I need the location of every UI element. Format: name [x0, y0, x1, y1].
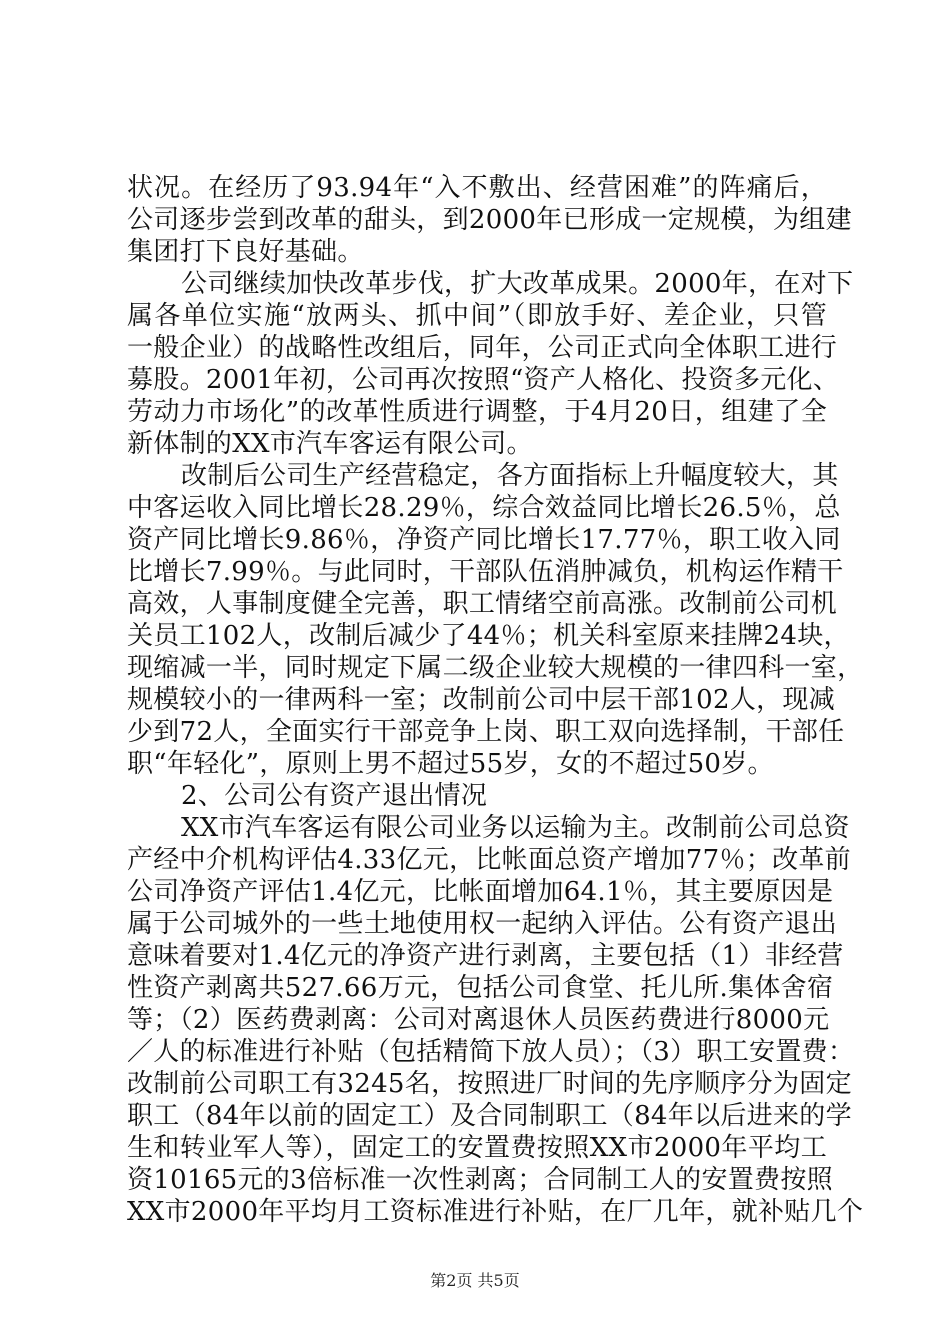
text-line: 职工（84年以前的固定工）及合同制职工（84年以后进来的学: [127, 1101, 852, 1131]
text-line: 意味着要对1.4亿元的净资产进行剥离，主要包括（1）非经营: [127, 941, 844, 971]
text-line: 状况。在经历了93.94年“入不敷出、经营困难”的阵痛后，: [127, 173, 827, 203]
text-line: 改制前公司职工有3245名，按照进厂时间的先序顺序分为固定: [127, 1069, 852, 1099]
text-line: 公司净资产评估1.4亿元，比帐面增加64.1％，其主要原因是: [127, 877, 834, 907]
text-line: 资10165元的3倍标准一次性剥离；合同制工人的安置费按照: [127, 1165, 833, 1195]
text-line: XX市2000年平均月工资标准进行补贴，在厂几年，就补贴几个: [127, 1197, 864, 1227]
text-line: 资产同比增长9.86％，净资产同比增长17.77％，职工收入同: [127, 525, 841, 555]
text-line: 等；（2）医药费剥离：公司对离退休人员医药费进行8000元: [127, 1005, 830, 1035]
text-line: 性资产剥离共527.66万元，包括公司食堂、托儿所.集体舍宿: [127, 973, 834, 1003]
text-line: 中客运收入同比增长28.29％，综合效益同比增长26.5％，总: [127, 493, 841, 523]
text-line: 新体制的XX市汽车客运有限公司。: [127, 429, 533, 459]
text-line: 高效，人事制度健全完善，职工情绪空前高涨。改制前公司机: [127, 589, 838, 619]
text-line: 集团打下良好基础。: [127, 237, 364, 267]
text-line: 少到72人，全面实行干部竞争上岗、职工双向选择制，干部任: [127, 717, 845, 747]
text-line: XX市汽车客运有限公司业务以运输为主。改制前公司总资: [181, 813, 850, 843]
text-line: 比增长7.99％。与此同时，干部队伍消肿减负，机构运作精干: [127, 557, 844, 587]
text-line: 劳动力市场化”的改革性质进行调整，于4月20日，组建了全: [127, 397, 827, 427]
section-heading: 2、公司公有资产退出情况: [181, 781, 488, 811]
text-line: 属于公司城外的一些土地使用权一起纳入评估。公有资产退出: [127, 909, 838, 939]
text-line: 公司继续加快改革步伐，扩大改革成果。2000年，在对下: [181, 269, 854, 299]
text-line: 产经中介机构评估4.33亿元，比帐面总资产增加77％；改革前: [127, 845, 851, 875]
text-line: 公司逐步尝到改革的甜头，到2000年已形成一定规模，为组建: [127, 205, 852, 235]
text-line: 募股。2001年初，公司再次按照“资产人格化、投资多元化、: [127, 365, 840, 395]
text-line: ／人的标准进行补贴（包括精简下放人员）；（3）职工安置费：: [127, 1037, 855, 1067]
text-line: 职“年轻化”，原则上男不超过55岁，女的不超过50岁。: [127, 749, 774, 779]
text-line: 属各单位实施“放两头、抓中间”（即放手好、差企业，只管: [127, 301, 827, 331]
text-line: 现缩减一半，同时规定下属二级企业较大规模的一律四科一室，: [127, 653, 864, 683]
text-line: 关员工102人，改制后减少了44％；机关科室原来挂牌24块，: [127, 621, 850, 651]
text-line: 生和转业军人等），固定工的安置费按照XX市2000年平均工: [127, 1133, 827, 1163]
text-line: 规模较小的一律两科一室；改制前公司中层干部102人，现减: [127, 685, 836, 715]
document-body: [127, 172, 864, 1228]
page-footer: 第2页 共5页: [430, 1271, 520, 1290]
text-line: 改制后公司生产经营稳定，各方面指标上升幅度较大，其: [181, 461, 839, 491]
text-line: 一般企业）的战略性改组后，同年，公司正式向全体职工进行: [127, 333, 838, 363]
